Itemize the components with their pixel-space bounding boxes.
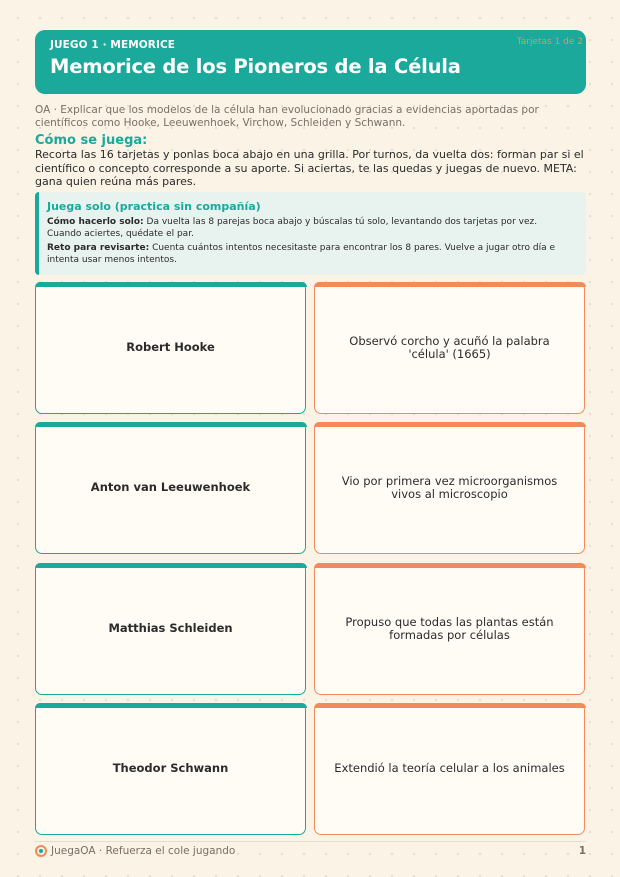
scientist-name: Anton van Leeuwenhoek	[90, 480, 251, 495]
solo-challenge-label: Reto para revisarte:	[47, 243, 150, 253]
contribution-text: Propuso que todas las plantas están formadas por células	[345, 614, 554, 642]
contribution-card[interactable]	[314, 703, 585, 835]
howto-text: Recorta las 16 tarjetas y ponlas boca abajo en una grilla. Por turnos, da vuelta dos: forman par si el científico o concepto corresponde a su aporte. Si aciertas, te las quedas y juegas de nuevo. META: gana quien reúna más pares.	[35, 148, 584, 188]
juegaoa-logo-icon	[35, 845, 47, 857]
contribution-card[interactable]	[314, 422, 585, 554]
contribution-text: Observó corcho y acuñó la palabra 'célula' (1665)	[349, 333, 550, 361]
solo-how-label: Cómo hacerlo solo:	[47, 217, 144, 227]
contribution-text: Extendió la teoría celular a los animales	[334, 761, 565, 776]
page-footer	[35, 843, 586, 859]
solo-challenge-text: Cuenta cuántos intentos necesitaste para encontrar los 8 pares. Vuelve a jugar otro día e intenta usar menos intentos.	[47, 243, 556, 265]
solo-title: Juega solo (practica sin compañía)	[47, 200, 261, 213]
scientist-card[interactable]	[35, 422, 306, 554]
page-label: Tarjetas 1 de 2	[516, 37, 583, 47]
contribution-card[interactable]	[314, 563, 585, 695]
game-kicker: JUEGO 1 · MEMORICE	[50, 39, 176, 51]
page-number: 1	[578, 845, 586, 857]
contribution-card[interactable]	[314, 282, 585, 414]
learning-objective: OA · Explicar que los modelos de la célula han evolucionado gracias a evidencias aportadas por científicos como Hooke, Leeuwenhoek, Virchow, Schleiden y Schwann.	[35, 104, 539, 129]
contribution-text: Vio por primera vez microorganismos vivos al microscopio	[341, 473, 558, 501]
solo-how-text: Da vuelta las 8 parejas boca abajo y búscalas tú solo, levantando dos tarjetas por vez. Cuando aciertes, quédate el par.	[47, 217, 538, 239]
solo-how	[47, 217, 574, 240]
solo-challenge	[47, 243, 574, 266]
page-title: Memorice de los Pioneros de la Célula	[50, 55, 461, 78]
solo-play-box	[35, 192, 586, 275]
scientist-card[interactable]	[35, 703, 306, 835]
scientist-name: Robert Hooke	[126, 340, 215, 355]
howto-title: Cómo se juega:	[35, 133, 148, 148]
footer-brand: JuegaOA · Refuerza el cole jugando	[51, 845, 236, 857]
page-header	[35, 30, 586, 94]
scientist-card[interactable]	[35, 282, 306, 414]
scientist-card[interactable]	[35, 563, 306, 695]
scientist-name: Theodor Schwann	[112, 761, 229, 776]
footer-divider	[35, 841, 586, 842]
scientist-name: Matthias Schleiden	[108, 621, 233, 636]
